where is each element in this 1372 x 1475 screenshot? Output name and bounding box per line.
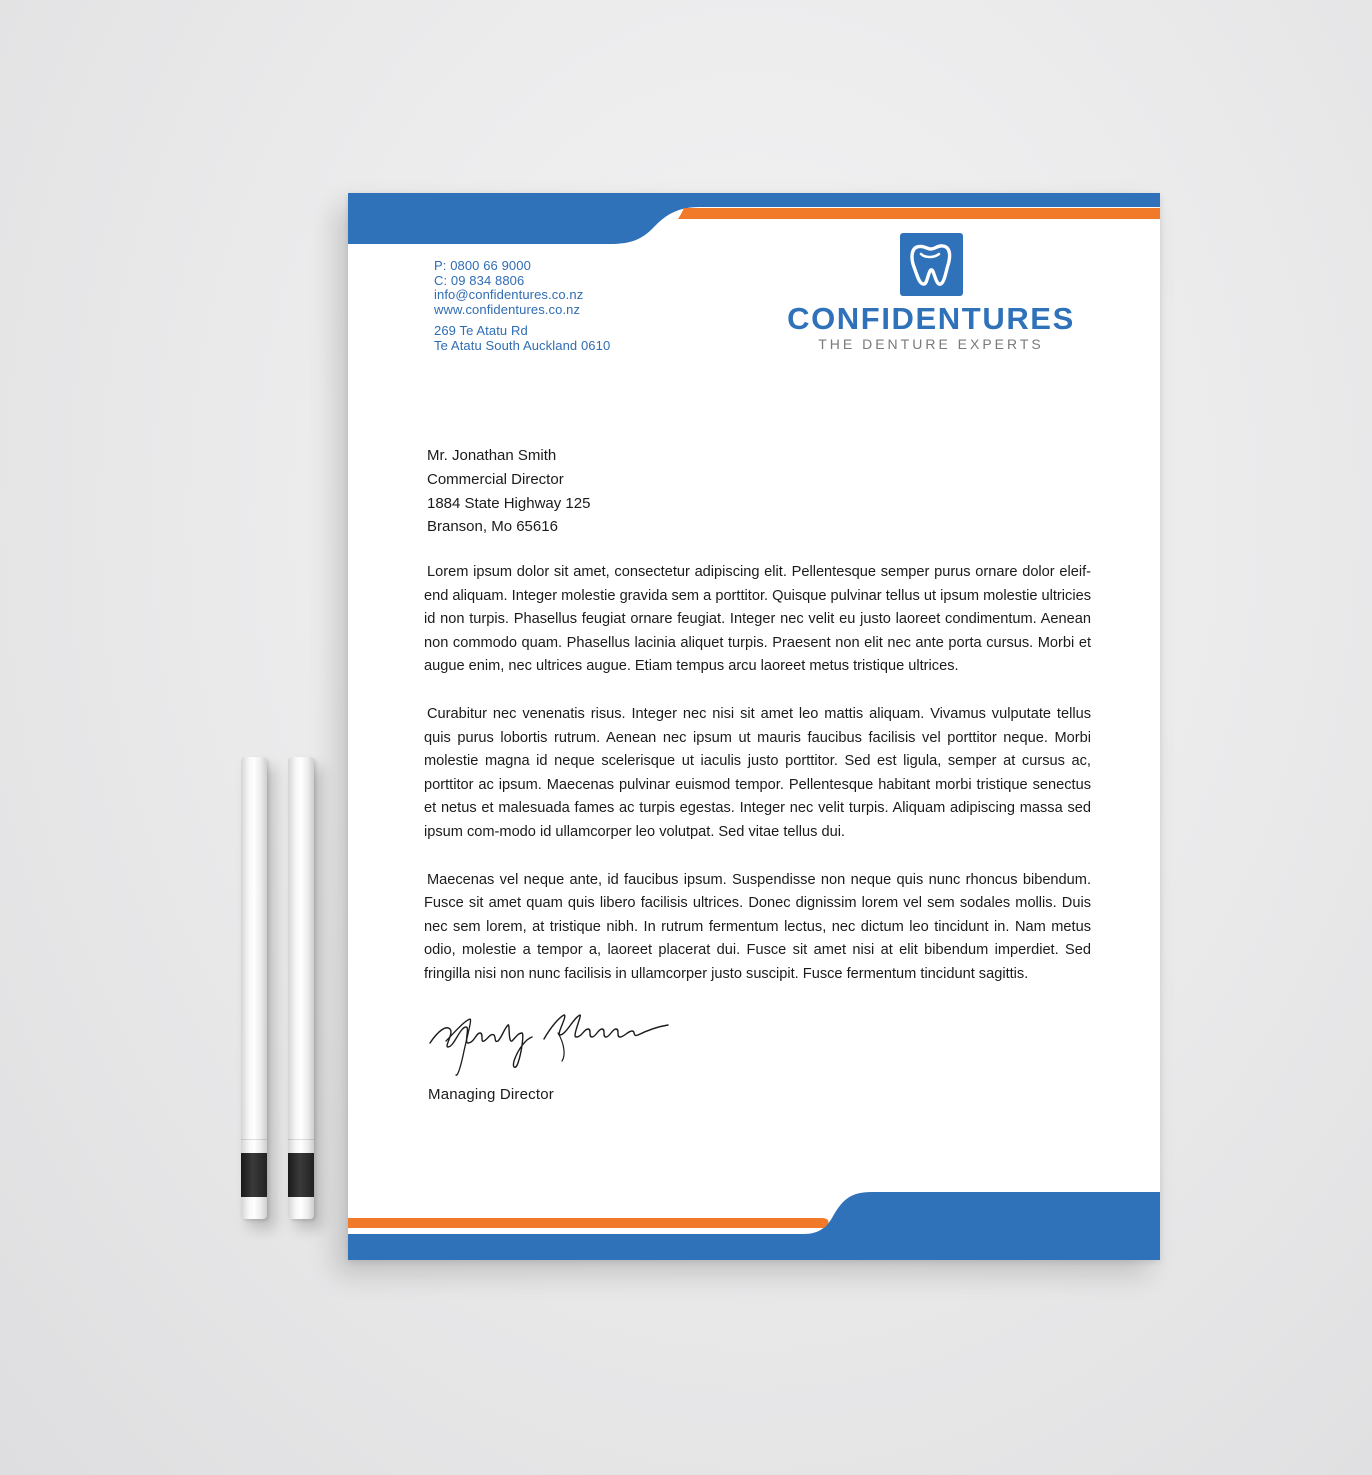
contact-cell: C: 09 834 8806 — [434, 272, 525, 288]
handwritten-signature — [424, 1003, 674, 1083]
brand-name: CONFIDENTURES — [787, 301, 1075, 336]
pen-clip-band — [288, 1153, 314, 1197]
contact-email: info@confidentures.co.nz — [434, 287, 584, 303]
contact-phone: P: 0800 66 9000 — [434, 258, 531, 273]
pen-right — [288, 757, 314, 1219]
pen-left — [241, 757, 267, 1219]
body-paragraph: Maecenas vel neque ante, id faucibus ipsum. Suspendisse non neque quis nunc rhoncus bibendum. Fusce sit amet quam quis libero facilisis ultrices. Donec dignissim lorem vel sem sodales mollis. Duis nec sem lorem, at tristique nibh. In rutrum fermentum lectus, nec dictum leo tincidunt in. Nam metus odio, molestie a tempor a, laoreet placerat dui. Fusce sit amet nisi at elit bibendum imperdiet. Sed fringilla nisi non nunc facilisis in ullamcorper justo suscipit. Fusce fermentum tincidunt sagittis. — [424, 871, 1091, 982]
footer-wave-decoration — [348, 1190, 1160, 1260]
recipient-name: Mr. Jonathan Smith — [427, 447, 557, 464]
contact-address-line2: Te Atatu South Auckland 0610 — [434, 337, 611, 353]
contact-address-line1: 269 Te Atatu Rd — [434, 323, 528, 339]
signatory-title: Managing Director — [428, 1086, 554, 1103]
pen-clip-band — [241, 1153, 267, 1197]
tooth-icon — [900, 233, 963, 296]
recipient-city: Branson, Mo 65616 — [427, 518, 558, 536]
recipient-street: 1884 State Highway 125 — [427, 494, 591, 512]
letterhead-paper — [348, 193, 1160, 1260]
contact-block — [434, 259, 610, 354]
body-paragraph: Lorem ipsum dolor sit amet, consectetur adipiscing elit. Pellentesque semper purus ornare dolor eleif-end aliquam. Integer molestie gravida sem a porttitor. Quisque pulvinar tellus ut ipsum molestie ultricies id non turpis. Phasellus feugiat ornare feugiat. Integer nec velit eu justo laoreet condimentum. Aenean non commodo quam. Phasellus lacinia aliquet turpis. Praesent non elit nec ante porta cursus. Morbi et augue enim, nec ultrices augue. Etiam tempus arcu laoreet metus tristique ultrices. — [424, 564, 1091, 675]
company-logo — [781, 233, 1081, 352]
recipient-title: Commercial Director — [427, 470, 564, 488]
body-paragraph: Curabitur nec venenatis risus. Integer nec nisi sit amet leo mattis aliquam. Vivamus vulputate tellus quis purus lobortis rutrum. Aenean nec ipsum ut mauris faucibus facilisis vel porttitor neque. Morbi molestie magna id neque scelerisque ut iaculis justo porttitor. Sed est ligula, semper at cursus ac, porttitor ac ipsum. Maecenas pulvinar euismod tempor. Pellentesque habitant morbi tristique senectus et netus et malesuada fames ac turpis egestas. Integer nec velit turpis. Aliquam adipiscing massa sed ipsum com-modo id ullamcorper leo volutpat. Sed vitae tellus dui. — [424, 705, 1091, 840]
recipient-address — [427, 444, 590, 539]
letter-body — [424, 561, 1091, 1011]
brand-tagline: THE DENTURE EXPERTS — [818, 336, 1044, 352]
contact-website: www.confidentures.co.nz — [434, 301, 581, 317]
